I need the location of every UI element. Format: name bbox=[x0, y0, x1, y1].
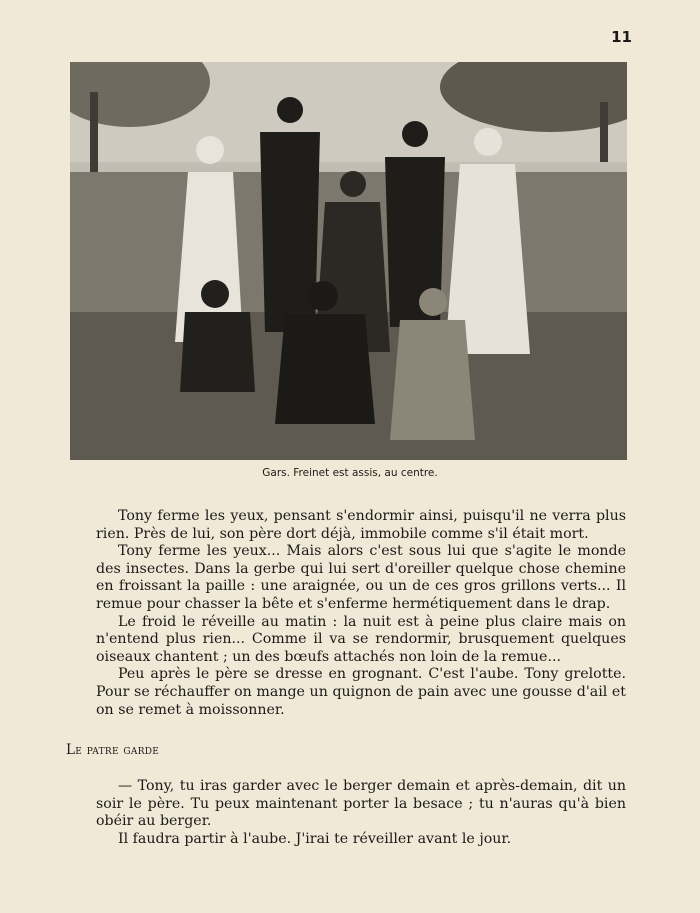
section-heading: Le patre garde bbox=[66, 742, 160, 758]
photo-caption: Gars. Freinet est assis, au centre. bbox=[262, 467, 438, 479]
page-number: 11 bbox=[611, 28, 632, 46]
group-photograph bbox=[70, 62, 627, 460]
paragraph: Peu après le père se dresse en grognant. C'est l'aube. Tony grelotte. Pour se réchauffer on mange un quignon de pain avec une gousse d'ail et on se remet à moissonner. bbox=[96, 666, 626, 718]
paragraph: Tony ferme les yeux, pensant s'endormir ainsi, puisqu'il ne verra plus rien. Près de lui, son père dort déjà, immobile comme s'il était mort. bbox=[96, 508, 626, 542]
paragraph: Tony ferme les yeux... Mais alors c'est sous lui que s'agite le monde des insectes. Dans la gerbe qui lui sert d'oreiller quelque chose chemine en froissant la paille : une araignée, ou un de ces gros grillons verts... Il remue pour chasser la bête et s'enferme hermétiquement dans le drap. bbox=[96, 543, 626, 612]
paragraph: Le froid le réveille au matin : la nuit est à peine plus claire mais on n'entend plus rien... Comme il va se rendormir, brusquement quelques oiseaux chantent ; un des bœufs attachés non loin de la remue... bbox=[96, 613, 626, 665]
paragraph: — Tony, tu iras garder avec le berger demain et après-demain, dit un soir le père. Tu peux maintenant porter la besace ; tu n'auras qu'à bien obéir au berger. bbox=[96, 778, 626, 830]
paragraph: Il faudra partir à l'aube. J'irai te réveiller avant le jour. bbox=[118, 830, 512, 847]
body-text-block-2 bbox=[96, 778, 626, 848]
body-text-block bbox=[96, 508, 626, 719]
